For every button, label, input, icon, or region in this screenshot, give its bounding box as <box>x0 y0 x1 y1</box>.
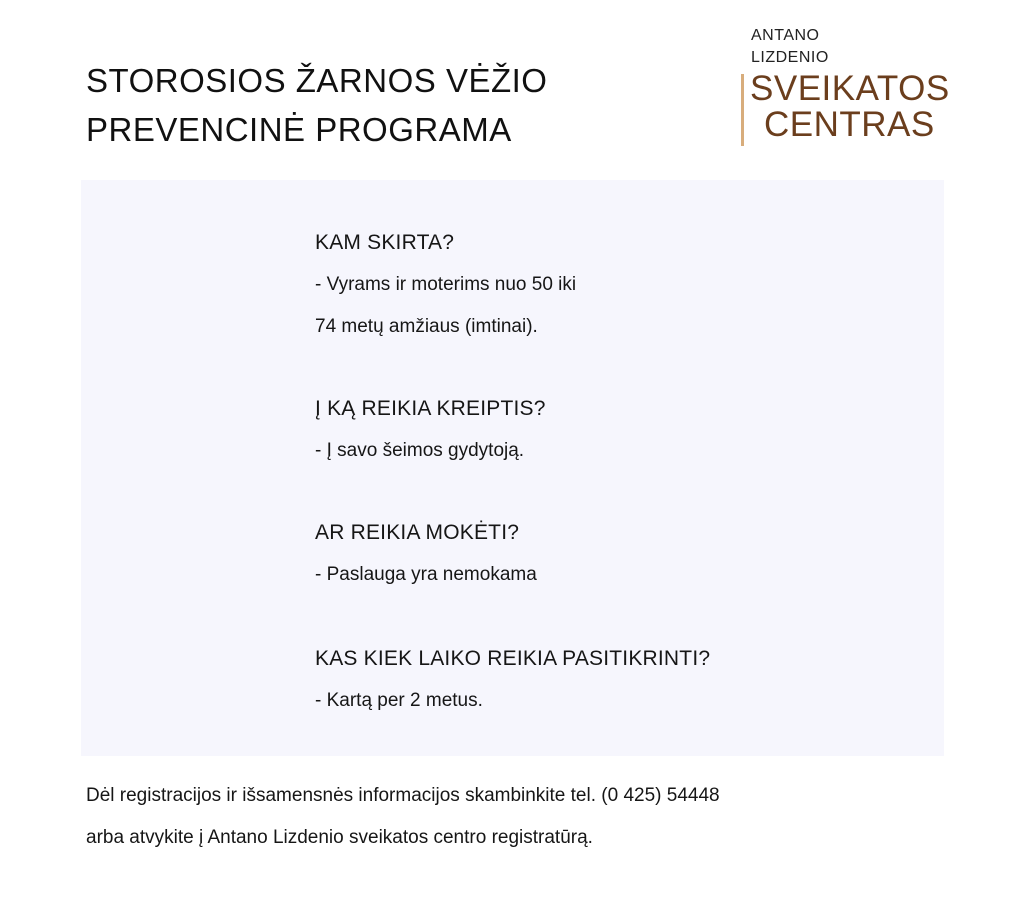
section-answer: - Kartą per 2 metus. <box>315 690 483 711</box>
info-section-who-to-contact <box>315 388 875 472</box>
section-question: AR REIKIA MOKĖTI? <box>315 521 520 544</box>
page-title <box>86 56 547 154</box>
footer-line-2: arba atvykite į Antano Lizdenio sveikatos centro registratūrą. <box>86 827 593 848</box>
section-answer-continued: 74 metų amžiaus (imtinai). <box>315 316 538 337</box>
page-title-line-1: STOROSIOS ŽARNOS VĖŽIO <box>86 62 548 99</box>
footer-line-1: Dėl registracijos ir išsamensnės informacijos skambinkite tel. (0 425) 54448 <box>86 785 720 806</box>
section-question: Į KĄ REIKIA KREIPTIS? <box>315 397 546 420</box>
info-panel <box>81 180 944 756</box>
contact-footer <box>86 775 986 859</box>
section-question: KAM SKIRTA? <box>315 231 455 254</box>
logo-line-antano: ANTANO <box>751 27 820 44</box>
section-answer: - Vyrams ir moterims nuo 50 iki <box>315 274 577 295</box>
info-section-payment <box>315 512 875 596</box>
section-answer: - Į savo šeimos gydytoją. <box>315 440 525 461</box>
clinic-logo <box>738 24 968 144</box>
page-title-line-2: PREVENCINĖ PROGRAMA <box>86 111 512 148</box>
logo-accent-bar <box>741 74 744 146</box>
logo-line-centras: CENTRAS <box>764 105 935 144</box>
logo-line-lizdenio: LIZDENIO <box>751 49 829 66</box>
logo-line-sveikatos: SVEIKATOS <box>750 69 950 108</box>
info-section-frequency <box>315 638 875 722</box>
info-section-target-group <box>315 222 875 348</box>
section-answer: - Paslauga yra nemokama <box>315 564 537 585</box>
section-question: KAS KIEK LAIKO REIKIA PASITIKRINTI? <box>315 647 711 670</box>
